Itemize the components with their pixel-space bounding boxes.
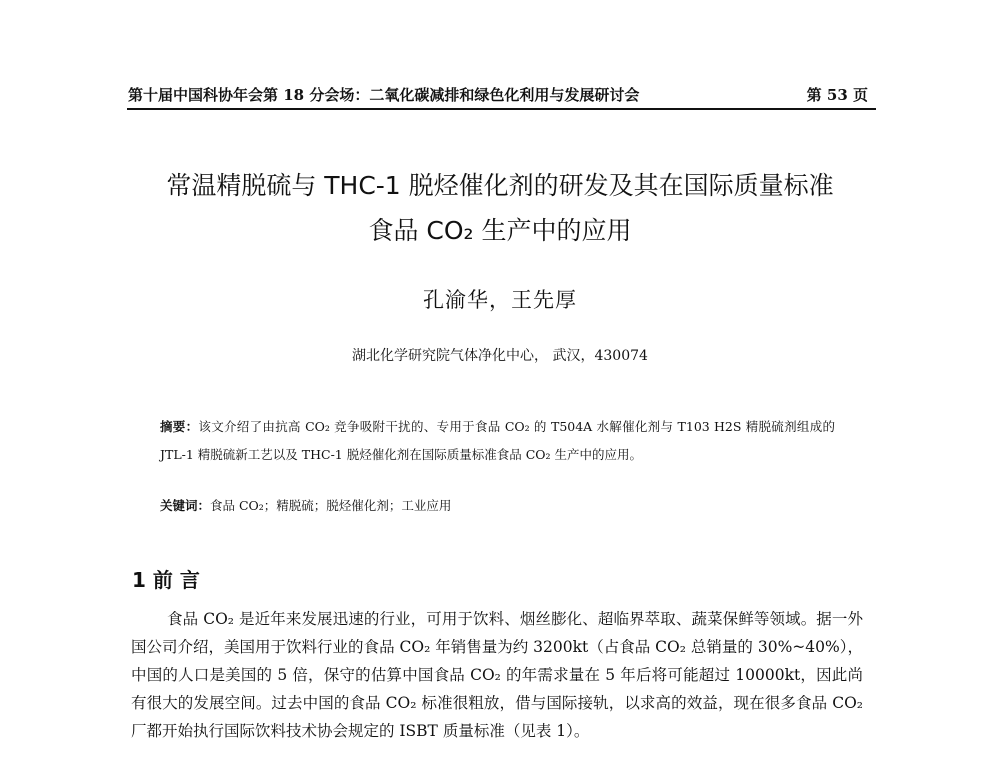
title-line-1: 常温精脱硫与 THC-1 脱烃催化剂的研发及其在国际质量标准 [166,171,834,200]
authors: 孔渝华，王先厚 [423,288,577,312]
section-body: 食品 CO₂ 是近年来发展迅速的行业，可用于饮料、烟丝膨化、超临界萃取、蔬菜保鲜等领域。据一外国公司介绍，美国用于饮料行业的食品 CO₂ 年销售量为约 3200kt（占食品 CO₂ 总销量的 30%~40%），中国的人口是美国的 5 倍，保守的估算中国食品 CO₂ 的年需求量在 5 年后将可能超过 10000kt，因此尚有很大的发展空间。过去中国的食品 CO₂ 标准很粗放，借与国际接轨，以求高的效益，现在很多食品 CO₂ 厂都开始执行国际饮料技术协会规定的 ISBT 质量标准（见表 1）。 [131,610,863,740]
abstract-text: 该文介绍了由抗高 CO₂ 竞争吸附干扰的、专用于食品 CO₂ 的 T504A 水解催化剂与 T103 H2S 精脱硫剂组成的 JTL-1 精脱硫新工艺以及 THC-1 脱烃催化剂在国际质量标准食品 CO₂ 生产中的应用。 [160,419,835,462]
header-rule [127,108,876,110]
section-heading: 1 前 言 [132,568,200,592]
page-number: 第 53 页 [806,86,868,104]
keywords-text: 食品 CO₂；精脱硫；脱烃催化剂；工业应用 [210,498,452,513]
keywords-label: 关键词： [160,498,211,513]
title-line-2: 食品 CO₂ 生产中的应用 [368,216,632,245]
abstract [160,413,835,469]
conference-name: 第十届中国科协年会第 18 分会场：二氧化碳减排和绿色化利用与发展研讨会 [128,86,640,104]
keywords [160,496,451,514]
affiliation: 湖北化学研究院气体净化中心， 武汉，430074 [352,348,648,364]
abstract-label: 摘要： [160,419,199,434]
running-header [128,84,874,106]
